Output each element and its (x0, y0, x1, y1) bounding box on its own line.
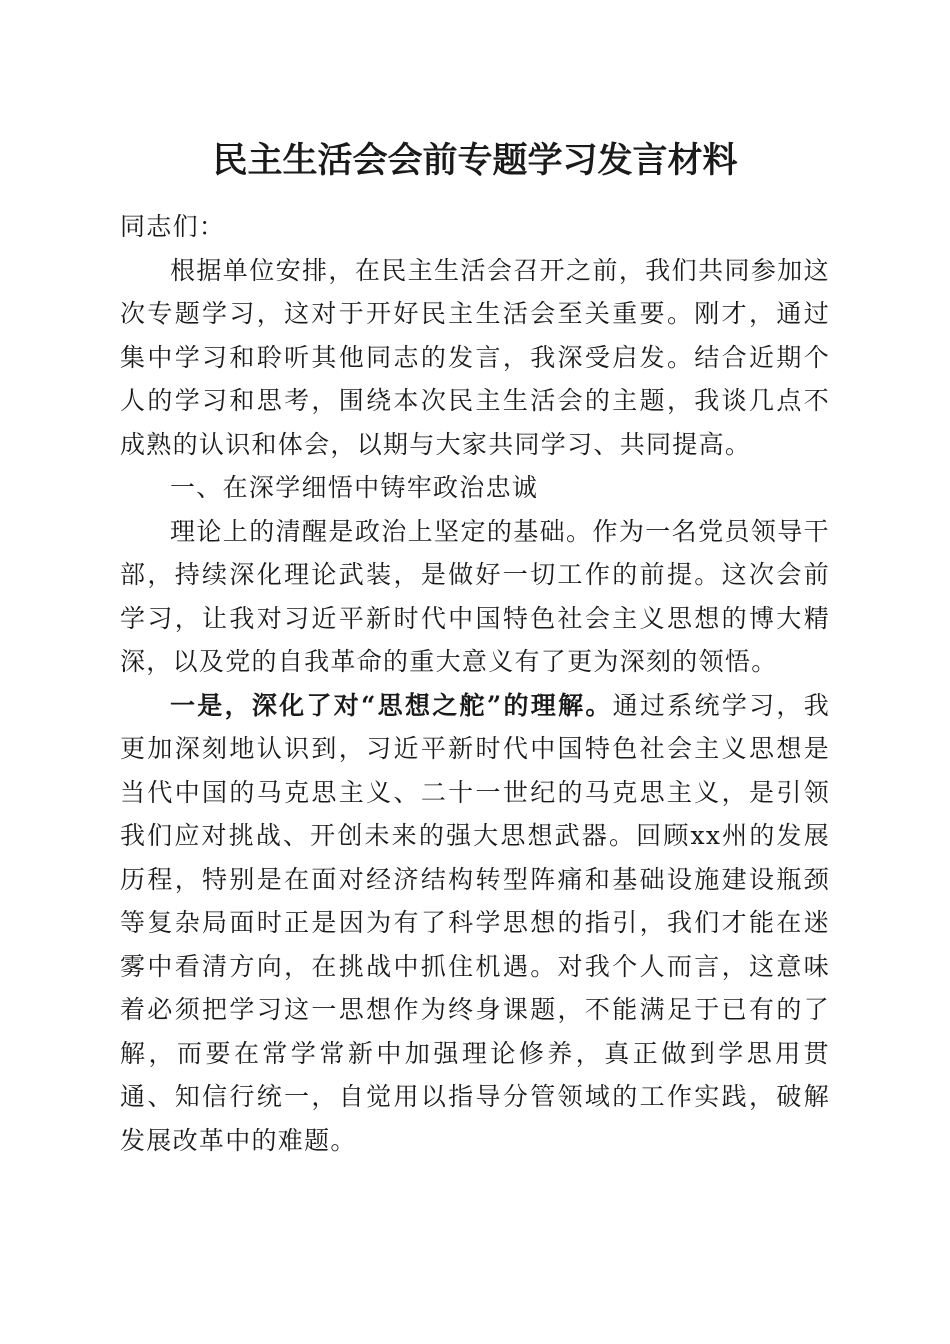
section-heading: 一、在深学细悟中铸牢政治忠诚 (170, 473, 539, 502)
intro-paragraph: 根据单位安排，在民主生活会召开之前，我们共同参加这次专题学习，这对于开好民主生活会至关重要。刚才，通过集中学习和聆听其他同志的发言，我深受启发。结合近期个人的学习和思考，围绕本次民主生活会的主题，我谈几点不成熟的认识和体会，以期与大家共同学习、共同提高。 (120, 255, 830, 459)
point-text: 通过系统学习，我更加深刻地认识到，习近平新时代中国特色社会主义思想是当代中国的马克思主义、二十一世纪的马克思主义，是引领我们应对挑战、开创未来的强大思想武器。回顾xx州的发展历程，特别是在面对经济结构转型阵痛和基础设施建设瓶颈等复杂局面时正是因为有了科学思想的指引，我们才能在迷雾中看清方向，在挑战中抓住机遇。对我个人而言，这意味着必须把学习这一思想作为终身课题，不能满足于已有的了解，而要在常学常新中加强理论修养，真正做到学思用贯通、知信行统一，自觉用以指导分管领域的工作实践，破解发展改革中的难题。 (120, 690, 830, 1155)
document-title: 民主生活会会前专题学习发言材料 (212, 140, 738, 181)
section-paragraph: 理论上的清醒是政治上坚定的基础。作为一名党员领导干部，持续深化理论武装，是做好一切工作的前提。这次会前学习，让我对习近平新时代中国特色社会主义思想的博大精深，以及党的自我革命的重大意义有了更为深刻的领悟。 (120, 516, 830, 676)
document-body (120, 205, 830, 1162)
point-lead: 一是，深化了对“思想之舵”的理解。 (170, 690, 613, 720)
salutation: 同志们： (120, 212, 226, 241)
point-paragraph (120, 684, 830, 1163)
